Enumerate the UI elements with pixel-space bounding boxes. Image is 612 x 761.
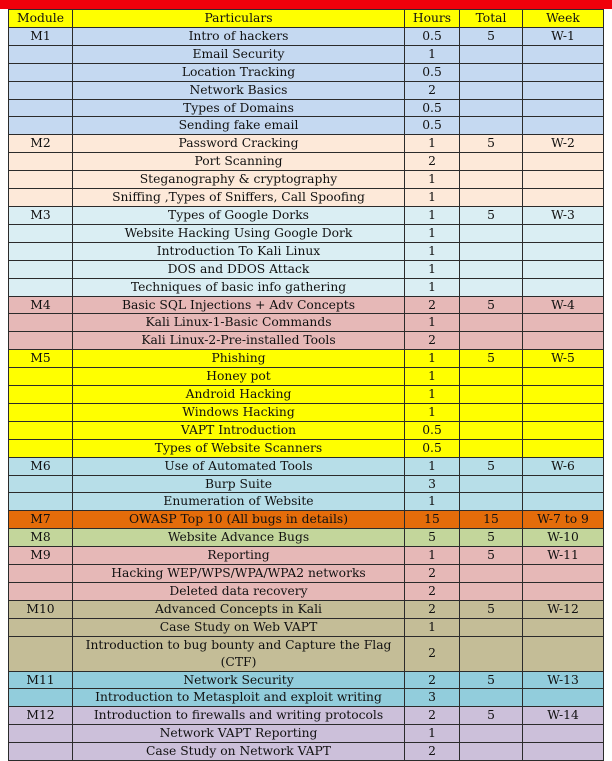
hours-cell: 0.5 — [405, 99, 460, 117]
particulars-cell: Introduction to bug bounty and Capture the Flag (CTF) — [73, 636, 405, 671]
header-particulars: Particulars — [73, 10, 405, 28]
particulars-cell: Techniques of basic info gathering — [73, 278, 405, 296]
table-row — [9, 189, 604, 207]
module-cell — [9, 332, 73, 350]
hours-cell: 3 — [405, 689, 460, 707]
table-row — [9, 350, 604, 368]
total-cell — [460, 493, 523, 511]
hours-cell: 1 — [405, 725, 460, 743]
total-cell — [460, 260, 523, 278]
particulars-cell: Honey pot — [73, 368, 405, 386]
hours-cell: 1 — [405, 224, 460, 242]
week-cell: W-10 — [523, 529, 604, 547]
week-cell — [523, 403, 604, 421]
module-cell — [9, 63, 73, 81]
hours-cell: 2 — [405, 296, 460, 314]
total-cell: 5 — [460, 27, 523, 45]
particulars-cell: Network VAPT Reporting — [73, 725, 405, 743]
hours-cell: 1 — [405, 171, 460, 189]
week-cell — [523, 117, 604, 135]
particulars-cell: Network Basics — [73, 81, 405, 99]
module-cell — [9, 99, 73, 117]
hours-cell: 2 — [405, 743, 460, 761]
particulars-cell: OWASP Top 10 (All bugs in details) — [73, 511, 405, 529]
particulars-cell: Windows Hacking — [73, 403, 405, 421]
week-cell: W-5 — [523, 350, 604, 368]
table-row — [9, 743, 604, 761]
week-cell — [523, 63, 604, 81]
week-cell — [523, 81, 604, 99]
hours-cell: 2 — [405, 600, 460, 618]
module-cell — [9, 386, 73, 404]
total-cell — [460, 171, 523, 189]
header-week: Week — [523, 10, 604, 28]
module-cell: M10 — [9, 600, 73, 618]
week-cell — [523, 636, 604, 671]
hours-cell: 0.5 — [405, 63, 460, 81]
total-cell: 5 — [460, 350, 523, 368]
hours-cell: 1 — [405, 206, 460, 224]
table-row — [9, 117, 604, 135]
total-cell — [460, 189, 523, 207]
table-row — [9, 386, 604, 404]
week-cell — [523, 689, 604, 707]
particulars-cell: Types of Domains — [73, 99, 405, 117]
module-cell — [9, 171, 73, 189]
particulars-cell: Password Cracking — [73, 135, 405, 153]
week-cell — [523, 565, 604, 583]
module-cell — [9, 153, 73, 171]
week-cell — [523, 260, 604, 278]
week-cell — [523, 386, 604, 404]
week-cell — [523, 171, 604, 189]
module-cell: M7 — [9, 511, 73, 529]
hours-cell: 1 — [405, 45, 460, 63]
table-row — [9, 511, 604, 529]
week-cell — [523, 743, 604, 761]
table-row — [9, 493, 604, 511]
total-cell: 5 — [460, 671, 523, 689]
total-cell — [460, 636, 523, 671]
particulars-cell: Hacking WEP/WPS/WPA/WPA2 networks — [73, 565, 405, 583]
hours-cell: 1 — [405, 189, 460, 207]
table-row — [9, 206, 604, 224]
hours-cell: 1 — [405, 493, 460, 511]
module-cell — [9, 260, 73, 278]
total-cell: 5 — [460, 296, 523, 314]
particulars-cell: Website Advance Bugs — [73, 529, 405, 547]
total-cell — [460, 583, 523, 601]
particulars-cell: Case Study on Network VAPT — [73, 743, 405, 761]
header-total: Total — [460, 10, 523, 28]
particulars-cell: Email Security — [73, 45, 405, 63]
total-cell — [460, 278, 523, 296]
week-cell: W-4 — [523, 296, 604, 314]
table-row — [9, 153, 604, 171]
total-cell — [460, 117, 523, 135]
total-cell — [460, 386, 523, 404]
total-cell: 5 — [460, 600, 523, 618]
hours-cell: 2 — [405, 332, 460, 350]
particulars-cell: Network Security — [73, 671, 405, 689]
week-cell — [523, 99, 604, 117]
module-cell — [9, 725, 73, 743]
total-cell — [460, 439, 523, 457]
particulars-cell: Intro of hackers — [73, 27, 405, 45]
total-cell — [460, 421, 523, 439]
module-cell: M11 — [9, 671, 73, 689]
module-cell — [9, 224, 73, 242]
particulars-cell: Sniffing ,Types of Sniffers, Call Spoofing — [73, 189, 405, 207]
particulars-cell: Burp Suite — [73, 475, 405, 493]
week-cell: W-1 — [523, 27, 604, 45]
particulars-cell: Types of Google Dorks — [73, 206, 405, 224]
table-row — [9, 421, 604, 439]
particulars-cell: Basic SQL Injections + Adv Concepts — [73, 296, 405, 314]
particulars-cell: Use of Automated Tools — [73, 457, 405, 475]
table-row — [9, 689, 604, 707]
total-cell: 5 — [460, 457, 523, 475]
week-cell: W-14 — [523, 707, 604, 725]
module-cell — [9, 421, 73, 439]
hours-cell: 1 — [405, 260, 460, 278]
module-cell: M1 — [9, 27, 73, 45]
week-cell — [523, 583, 604, 601]
hours-cell: 1 — [405, 403, 460, 421]
table-row — [9, 260, 604, 278]
particulars-cell: VAPT Introduction — [73, 421, 405, 439]
particulars-cell: Kali Linux-1-Basic Commands — [73, 314, 405, 332]
week-cell — [523, 224, 604, 242]
hours-cell: 2 — [405, 671, 460, 689]
week-cell — [523, 278, 604, 296]
module-cell: M8 — [9, 529, 73, 547]
week-cell — [523, 45, 604, 63]
hours-cell: 1 — [405, 457, 460, 475]
total-cell — [460, 81, 523, 99]
module-cell — [9, 117, 73, 135]
header-row — [9, 10, 604, 28]
particulars-cell: Website Hacking Using Google Dork — [73, 224, 405, 242]
week-cell — [523, 493, 604, 511]
total-cell: 5 — [460, 707, 523, 725]
table-row — [9, 457, 604, 475]
header-hours: Hours — [405, 10, 460, 28]
hours-cell: 1 — [405, 135, 460, 153]
hours-cell: 2 — [405, 565, 460, 583]
table-row — [9, 224, 604, 242]
syllabus-table — [8, 9, 604, 761]
table-row — [9, 45, 604, 63]
module-cell — [9, 368, 73, 386]
module-cell: M12 — [9, 707, 73, 725]
table-row — [9, 403, 604, 421]
particulars-cell: Types of Website Scanners — [73, 439, 405, 457]
week-cell — [523, 368, 604, 386]
table-row — [9, 707, 604, 725]
total-cell — [460, 618, 523, 636]
table-row — [9, 278, 604, 296]
module-cell — [9, 583, 73, 601]
hours-cell: 1 — [405, 618, 460, 636]
particulars-cell: Location Tracking — [73, 63, 405, 81]
hours-cell: 3 — [405, 475, 460, 493]
hours-cell: 2 — [405, 707, 460, 725]
module-cell: M6 — [9, 457, 73, 475]
module-cell: M5 — [9, 350, 73, 368]
module-cell — [9, 439, 73, 457]
week-cell: W-12 — [523, 600, 604, 618]
module-cell — [9, 278, 73, 296]
total-cell — [460, 725, 523, 743]
module-cell — [9, 242, 73, 260]
week-cell — [523, 332, 604, 350]
table-row — [9, 671, 604, 689]
hours-cell: 1 — [405, 547, 460, 565]
particulars-cell: Enumeration of Website — [73, 493, 405, 511]
module-cell — [9, 475, 73, 493]
particulars-cell: Phishing — [73, 350, 405, 368]
table-row — [9, 27, 604, 45]
hours-cell: 1 — [405, 278, 460, 296]
table-row — [9, 636, 604, 671]
total-cell: 5 — [460, 206, 523, 224]
table-row — [9, 368, 604, 386]
module-cell: M3 — [9, 206, 73, 224]
hours-cell: 1 — [405, 368, 460, 386]
table-row — [9, 81, 604, 99]
total-cell — [460, 99, 523, 117]
table-row — [9, 439, 604, 457]
total-cell — [460, 403, 523, 421]
particulars-cell: Steganography & cryptography — [73, 171, 405, 189]
week-cell: W-13 — [523, 671, 604, 689]
hours-cell: 0.5 — [405, 27, 460, 45]
total-cell: 5 — [460, 547, 523, 565]
hours-cell: 2 — [405, 153, 460, 171]
particulars-cell: Android Hacking — [73, 386, 405, 404]
module-cell — [9, 618, 73, 636]
total-cell — [460, 45, 523, 63]
total-cell — [460, 475, 523, 493]
table-row — [9, 529, 604, 547]
module-cell: M4 — [9, 296, 73, 314]
hours-cell: 1 — [405, 350, 460, 368]
particulars-cell: DOS and DDOS Attack — [73, 260, 405, 278]
table-row — [9, 63, 604, 81]
total-cell — [460, 63, 523, 81]
table-row — [9, 171, 604, 189]
week-cell — [523, 475, 604, 493]
table-row — [9, 583, 604, 601]
total-cell: 5 — [460, 135, 523, 153]
total-cell — [460, 224, 523, 242]
particulars-cell: Advanced Concepts in Kali — [73, 600, 405, 618]
module-cell — [9, 81, 73, 99]
table-body — [9, 27, 604, 760]
hours-cell: 2 — [405, 583, 460, 601]
particulars-cell: Reporting — [73, 547, 405, 565]
hours-cell: 1 — [405, 386, 460, 404]
module-cell — [9, 689, 73, 707]
week-cell: W-2 — [523, 135, 604, 153]
week-cell — [523, 189, 604, 207]
module-cell — [9, 45, 73, 63]
total-cell — [460, 689, 523, 707]
total-cell — [460, 743, 523, 761]
module-cell — [9, 403, 73, 421]
week-cell: W-11 — [523, 547, 604, 565]
particulars-cell: Introduction to firewalls and writing protocols — [73, 707, 405, 725]
week-cell — [523, 618, 604, 636]
table-row — [9, 475, 604, 493]
module-cell — [9, 565, 73, 583]
hours-cell: 2 — [405, 81, 460, 99]
module-cell: M2 — [9, 135, 73, 153]
hours-cell: 0.5 — [405, 117, 460, 135]
particulars-cell: Port Scanning — [73, 153, 405, 171]
particulars-cell: Introduction To Kali Linux — [73, 242, 405, 260]
particulars-cell: Kali Linux-2-Pre-installed Tools — [73, 332, 405, 350]
week-cell: W-7 to 9 — [523, 511, 604, 529]
table-row — [9, 547, 604, 565]
week-cell: W-6 — [523, 457, 604, 475]
week-cell — [523, 725, 604, 743]
total-cell: 15 — [460, 511, 523, 529]
header-module: Module — [9, 10, 73, 28]
hours-cell: 2 — [405, 636, 460, 671]
table-row — [9, 314, 604, 332]
table-row — [9, 296, 604, 314]
hours-cell: 0.5 — [405, 421, 460, 439]
total-cell — [460, 368, 523, 386]
hours-cell: 5 — [405, 529, 460, 547]
table-row — [9, 565, 604, 583]
table-row — [9, 99, 604, 117]
module-cell — [9, 189, 73, 207]
module-cell — [9, 743, 73, 761]
top-red-bar — [0, 0, 612, 9]
particulars-cell: Case Study on Web VAPT — [73, 618, 405, 636]
particulars-cell: Sending fake email — [73, 117, 405, 135]
week-cell — [523, 153, 604, 171]
table-row — [9, 725, 604, 743]
week-cell — [523, 242, 604, 260]
module-cell — [9, 636, 73, 671]
week-cell — [523, 314, 604, 332]
total-cell — [460, 332, 523, 350]
table-row — [9, 135, 604, 153]
week-cell: W-3 — [523, 206, 604, 224]
week-cell — [523, 439, 604, 457]
hours-cell: 1 — [405, 242, 460, 260]
total-cell: 5 — [460, 529, 523, 547]
total-cell — [460, 565, 523, 583]
total-cell — [460, 242, 523, 260]
module-cell — [9, 314, 73, 332]
module-cell — [9, 493, 73, 511]
table-row — [9, 242, 604, 260]
module-cell: M9 — [9, 547, 73, 565]
table-row — [9, 332, 604, 350]
hours-cell: 1 — [405, 314, 460, 332]
particulars-cell: Deleted data recovery — [73, 583, 405, 601]
particulars-cell: Introduction to Metasploit and exploit writing — [73, 689, 405, 707]
total-cell — [460, 314, 523, 332]
table-row — [9, 618, 604, 636]
week-cell — [523, 421, 604, 439]
hours-cell: 0.5 — [405, 439, 460, 457]
total-cell — [460, 153, 523, 171]
table-row — [9, 600, 604, 618]
hours-cell: 15 — [405, 511, 460, 529]
